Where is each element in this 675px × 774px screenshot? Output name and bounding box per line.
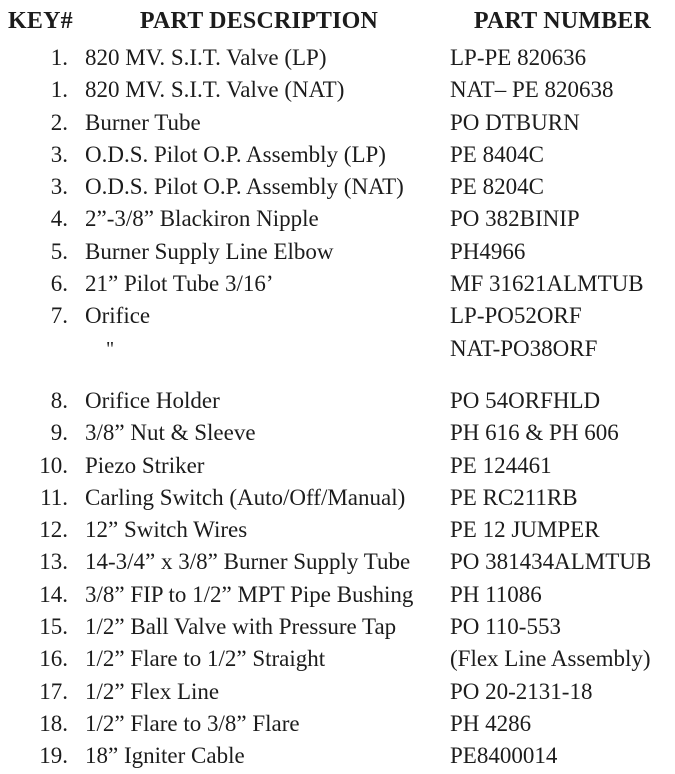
part-number-cell: PO 20-2131-18 <box>450 678 593 704</box>
key-number-cell: 17. <box>39 678 68 704</box>
part-number-cell: PO 110-553 <box>450 614 561 640</box>
key-number-cell: 2. <box>50 109 68 135</box>
part-description-cell: 3/8” Nut & Sleeve <box>85 420 256 446</box>
part-description-cell: 1/2” Flex Line <box>85 678 220 704</box>
table-row <box>0 171 675 203</box>
table-row <box>0 708 675 740</box>
key-number-cell: 4. <box>50 206 68 232</box>
key-number-cell: 3. <box>50 141 68 167</box>
part-description-cell: 1/2” Flare to 1/2” Straight <box>85 646 326 672</box>
table-row <box>0 74 675 106</box>
part-number-cell: NAT-PO38ORF <box>450 335 598 361</box>
part-number-cell: PO 382BINIP <box>450 206 580 232</box>
part-description-cell: 820 MV. S.I.T. Valve (NAT) <box>85 77 345 103</box>
table-body <box>0 42 675 773</box>
part-description-cell: 3/8” FIP to 1/2” MPT Pipe Bushing <box>85 581 414 607</box>
part-number-cell: PE 8404C <box>450 141 544 167</box>
table-row <box>0 514 675 546</box>
part-description-cell: Burner Tube <box>85 109 201 135</box>
header-key-number: KEY# <box>8 8 73 34</box>
part-description-cell: Piezo Striker <box>85 452 205 478</box>
key-number-cell: 5. <box>50 238 68 264</box>
table-row <box>0 385 675 417</box>
part-number-cell: PE 124461 <box>450 452 552 478</box>
key-number-cell: 3. <box>50 174 68 200</box>
part-description-cell: Carling Switch (Auto/Off/Manual) <box>85 484 406 510</box>
key-number-cell: 7. <box>50 303 68 329</box>
header-part-description: PART DESCRIPTION <box>139 8 379 34</box>
table-row <box>0 300 675 332</box>
part-number-cell: PE 8204C <box>450 174 544 200</box>
part-description-cell: 18” Igniter Cable <box>85 743 245 769</box>
key-number-cell <box>0 333 68 365</box>
key-number-cell: 11. <box>40 484 68 510</box>
part-number-cell: PE 12 JUMPER <box>450 517 600 543</box>
part-number-cell: PO 381434ALMTUB <box>450 549 652 575</box>
part-number-cell: PE RC211RB <box>450 484 578 510</box>
part-description-cell: Orifice <box>85 303 151 329</box>
key-number-cell: 8. <box>50 387 68 413</box>
table-row <box>0 333 675 365</box>
key-number-cell: 19. <box>39 743 68 769</box>
table-row <box>0 236 675 268</box>
table-row <box>0 676 675 708</box>
key-number-cell: 9. <box>50 420 68 446</box>
table-row <box>0 450 675 482</box>
part-number-cell: (Flex Line Assembly) <box>450 646 651 672</box>
key-number-cell: 14. <box>39 581 68 607</box>
part-number-cell: LP-PO52ORF <box>450 303 582 329</box>
key-number-cell: 6. <box>50 271 68 297</box>
table-row <box>0 268 675 300</box>
key-number-cell: 1. <box>50 77 68 103</box>
header-part-number: PART NUMBER <box>473 8 652 34</box>
part-number-cell: PH 616 & PH 606 <box>450 420 619 446</box>
table-row <box>0 482 675 514</box>
part-number-cell: NAT– PE 820638 <box>450 77 614 103</box>
part-number-cell: PH 11086 <box>450 581 542 607</box>
table-row <box>0 546 675 578</box>
part-description-cell: " <box>106 337 115 360</box>
key-number-cell: 10. <box>39 452 68 478</box>
key-number-cell: 18. <box>39 710 68 736</box>
part-number-cell: MF 31621ALMTUB <box>450 271 644 297</box>
table-header <box>0 6 675 42</box>
part-number-cell: PH4966 <box>450 238 526 264</box>
table-row <box>0 611 675 643</box>
part-number-cell: PO DTBURN <box>450 109 580 135</box>
part-description-cell: O.D.S. Pilot O.P. Assembly (NAT) <box>85 174 404 200</box>
part-number-cell: PO 54ORFHLD <box>450 387 601 413</box>
part-description-cell: 1/2” Ball Valve with Pressure Tap <box>85 614 397 640</box>
key-number-cell: 12. <box>39 517 68 543</box>
part-description-cell: 2”-3/8” Blackiron Nipple <box>85 206 319 232</box>
table-row <box>0 42 675 74</box>
key-number-cell: 16. <box>39 646 68 672</box>
table-row <box>0 643 675 675</box>
part-number-cell: LP-PE 820636 <box>450 45 587 70</box>
part-description-cell: 21” Pilot Tube 3/16’ <box>85 271 274 297</box>
part-number-cell: PE8400014 <box>450 743 558 769</box>
part-description-cell: Burner Supply Line Elbow <box>85 238 334 264</box>
table-row <box>0 579 675 611</box>
table-row <box>0 417 675 449</box>
part-number-cell: PH 4286 <box>450 710 532 736</box>
part-description-cell: Orifice Holder <box>85 387 220 413</box>
key-number-cell: 1. <box>50 45 68 70</box>
part-description-cell: O.D.S. Pilot O.P. Assembly (LP) <box>85 141 386 167</box>
table-row <box>0 203 675 235</box>
table-row <box>0 139 675 171</box>
part-description-cell: 12” Switch Wires <box>85 517 248 543</box>
key-number-cell: 13. <box>39 549 68 575</box>
table-row <box>0 107 675 139</box>
part-description-cell: 1/2” Flare to 3/8” Flare <box>85 710 300 736</box>
part-description-cell: 820 MV. S.I.T. Valve (LP) <box>85 45 327 70</box>
table-row <box>0 740 675 772</box>
part-description-cell: 14-3/4” x 3/8” Burner Supply Tube <box>85 549 411 575</box>
key-number-cell: 15. <box>39 614 68 640</box>
